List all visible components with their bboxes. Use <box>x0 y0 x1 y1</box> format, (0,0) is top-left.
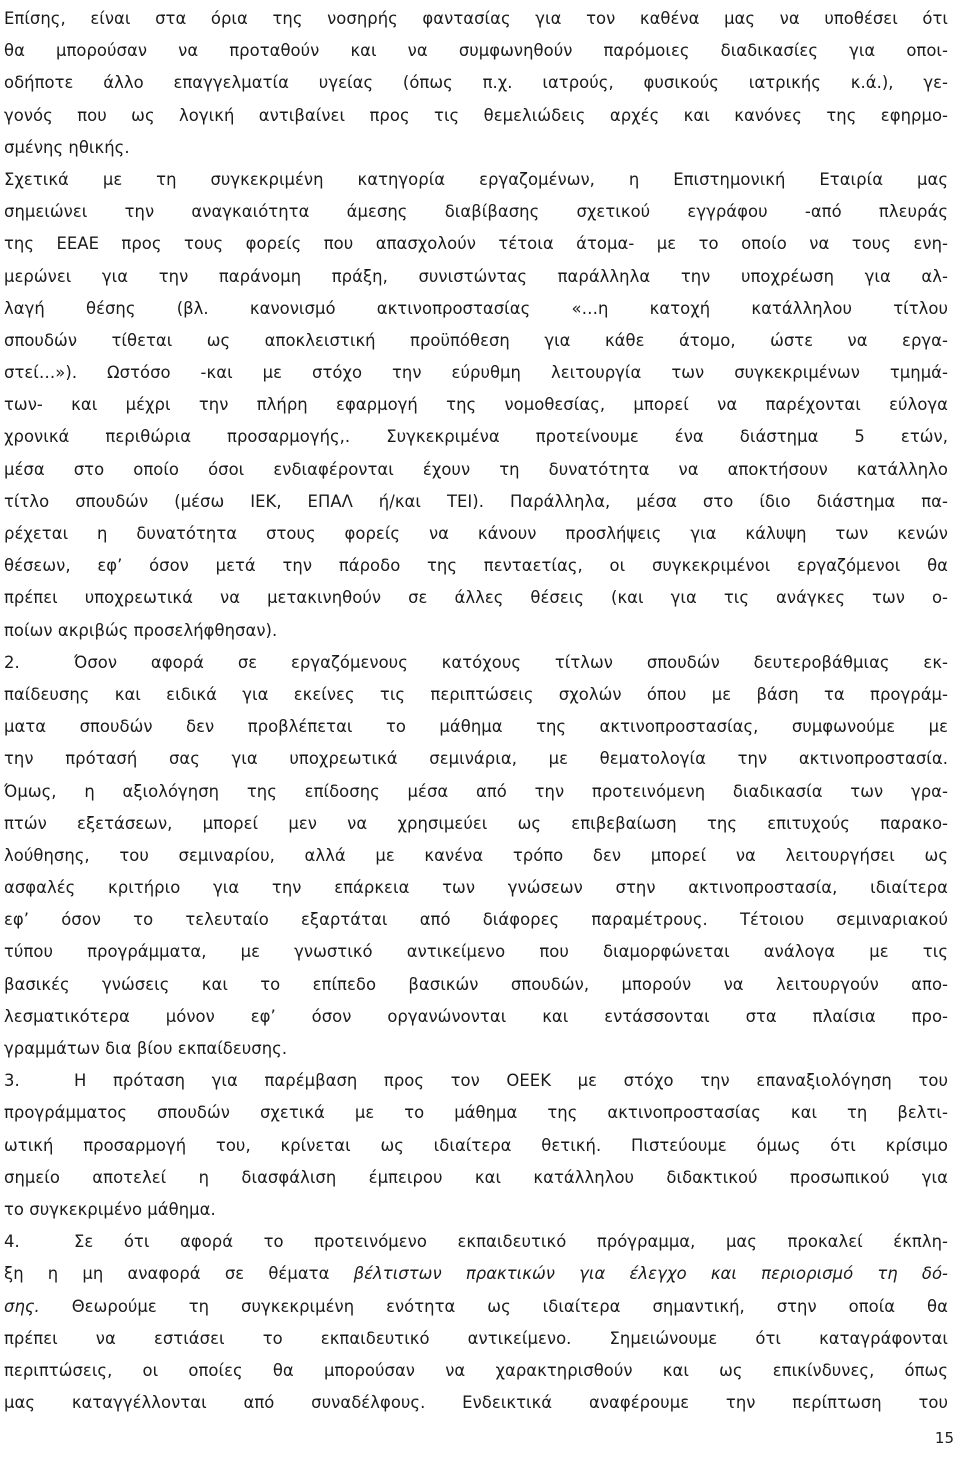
text-line: το συγκεκριμένο μάθημα. <box>4 1199 216 1219</box>
text-line: Σε ότι αφορά το προτεινόμενο εκπαιδευτικό πρόγραμμα, μας προκαλεί έκπλη- <box>74 1232 948 1252</box>
text-line: σημειώνει την αναγκαιότητα άμεσης διαβίβασης σχετικού εγγράφου -από πλευράς <box>4 202 948 222</box>
item-number: 4. <box>4 1232 20 1252</box>
text-line: ωτική προσαρμογή του, κρίνεται ως ιδιαίτερα θετική. Πιστεύουμε όμως ότι κρίσιμο <box>4 1135 948 1155</box>
text-line: μας καταγγέλλονται από συναδέλφους. Ενδεικτικά αναφέρουμε την περίπτωση του <box>4 1393 948 1413</box>
text-line: λούθησης, του σεμιναρίου, αλλά με κανένα τρόπο δεν μπορεί να λειτουργήσει ως <box>4 845 948 865</box>
body-text <box>4 3 948 1419</box>
text-line: οδήποτε άλλο επαγγελματία υγείας (όπως π.χ. ιατρούς, φυσικούς ιατρικής κ.ά.), γε- <box>4 73 948 93</box>
text-line: βασικές γνώσεις και το επίπεδο βασικών σπουδών, μπορούν να λειτουργούν απο- <box>4 974 948 994</box>
text-line: σμένης ηθικής. <box>4 137 130 157</box>
text-line: λαγή θέσης (βλ. κανονισμό ακτινοπροστασίας «…η κατοχή κατάλληλου τίτλου <box>4 298 948 318</box>
text-line: τύπου προγράμματα, με γνωστικό αντικείμενο που διαμορφώνεται ανάλογα με τις <box>4 942 948 962</box>
text-line: πρέπει να εστιάσει το εκπαιδευτικό αντικείμενο. Σημειώνουμε ότι καταγράφονται <box>4 1328 948 1348</box>
text-line-mixed <box>4 1291 948 1323</box>
text-line: ματα σπουδών δεν προβλέπεται το μάθημα της ακτινοπροστασίας, συμφωνούμε με <box>4 717 948 737</box>
text-line: την πρότασή σας για υποχρεωτικά σεμινάρια, με θεματολογία την ακτινοπροστασία. <box>4 749 948 769</box>
text-line: Η πρόταση για παρέμβαση προς τον ΟΕΕΚ με στόχο την επαναξιολόγηση του <box>74 1071 948 1091</box>
text-line: Σχετικά με τη συγκεκριμένη κατηγορία εργαζομένων, η Επιστημονική Εταιρία μας <box>4 169 948 189</box>
text-line: περιπτώσεις, οι οποίες θα μπορούσαν να χαρακτηρισθούν και ως επικίνδυνες, όπως <box>4 1360 948 1380</box>
text-line: χρονικά περιθώρια προσαρμογής,. Συγκεκριμένα προτείνουμε ένα διάστημα 5 ετών, <box>4 427 948 447</box>
text-line: πρέπει υποχρεωτικά να μετακινηθούν σε άλλες θέσεις (και για τις ανάγκες των ο- <box>4 588 948 608</box>
text-line: Όμως, η αξιολόγηση της επίδοσης μέσα από την προτεινόμενη διαδικασία των γρα- <box>4 781 948 801</box>
text-line: γραμμάτων δια βίου εκπαίδευσης. <box>4 1039 288 1058</box>
text-line: μέσα στο οποίο όσοι ενδιαφέρονται έχουν τη δυνατότητα να αποκτήσουν κατάλληλο <box>4 459 948 479</box>
text-line: της ΕΕΑΕ προς τους φορείς που απασχολούν τέτοια άτομα- με το οποίο να τους ενη- <box>4 234 948 254</box>
text-line: Επίσης, είναι στα όρια της νοσηρής φαντασίας για τον καθένα μας να υποθέσει ότι <box>4 9 948 28</box>
text-line: σπουδών τίθεται ως αποκλειστική προϋπόθεση για κάθε άτομο, ώστε να εργα- <box>4 330 948 350</box>
italic-text-run: σης. <box>4 1296 40 1316</box>
text-line: τίτλο σπουδών (μέσω ΙΕΚ, ΕΠΑΛ ή/και ΤΕΙ). Παράλληλα, μέσα στο ίδιο διάστημα πα- <box>4 491 948 511</box>
text-line: των- και μέχρι την πλήρη εφαρμογή της νομοθεσίας, μπορεί να παρέχονται εύλογα <box>4 395 948 415</box>
numbered-line <box>4 1226 948 1258</box>
text-line: ποίων ακριβώς προσελήφθησαν). <box>4 620 278 640</box>
text-line: σημείο αποτελεί η διασφάλιση έμπειρου και κατάλληλου διδακτικού προσωπικού για <box>4 1167 948 1187</box>
text-line: προγράμματος σπουδών σχετικά με το μάθημα της ακτινοπροστασίας και τη βελτι- <box>4 1103 948 1123</box>
text-line: εφ’ όσον το τελευταίο εξαρτάται από διάφορες παραμέτρους. Τέτοιου σεμιναριακού <box>4 910 948 930</box>
text-line: θα μπορούσαν να προταθούν και να συμφωνηθούν παρόμοιες διαδικασίες για οποι- <box>4 41 948 61</box>
page-number: 15 <box>934 1429 954 1447</box>
text-line: στεί…»). Ωστόσο -και με στόχο την εύρυθμη λειτουργία των συγκεκριμένων τμημά- <box>4 363 948 383</box>
numbered-line <box>4 647 948 679</box>
item-number: 2. <box>4 652 20 672</box>
text-line: θέσεων, εφ’ όσον μετά την πάροδο της πενταετίας, οι συγκεκριμένοι εργαζόμενοι θα <box>4 556 948 576</box>
text-line: γονός που ως λογική αντιβαίνει προς τις θεμελιώδεις αρχές και κανόνες της εφηρμο- <box>4 105 948 125</box>
text-line-mixed <box>4 1258 948 1290</box>
text-line: ασφαλές κριτήριο για την επάρκεια των γνώσεων στην ακτινοπροστασία, ιδιαίτερα <box>4 878 948 898</box>
numbered-line <box>4 1065 948 1097</box>
italic-text-run: βέλτιστων πρακτικών για έλεγχο και περιορισμό τη δό- <box>353 1264 948 1284</box>
text-line: πτών εξετάσεων, μπορεί μεν να χρησιμεύει ως επιβεβαίωση της επιτυχούς παρακο- <box>4 813 948 833</box>
item-number: 3. <box>4 1071 20 1091</box>
text-run: ξη η μη αναφορά σε θέματα <box>4 1264 354 1284</box>
text-run: Θεωρούμε τη συγκεκριμένη ενότητα ως ιδιαίτερα σημαντική, στην οποία θα <box>39 1296 948 1316</box>
text-line: λεσματικότερα μόνον εφ’ όσον οργανώνονται και εντάσσονται στα πλαίσια προ- <box>4 1006 948 1026</box>
text-line: ρέχεται η δυνατότητα στους φορείς να κάνουν προσλήψεις για κάλυψη των κενών <box>4 524 948 543</box>
text-line: Όσον αφορά σε εργαζόμενους κατόχους τίτλων σπουδών δευτεροβάθμιας εκ- <box>74 652 948 672</box>
text-line: παίδευσης και ειδικά για εκείνες τις περιπτώσεις σχολών όπου με βάση τα προγράμ- <box>4 684 948 704</box>
text-line: μερώνει για την παράνομη πράξη, συνιστώντας παράλληλα την υποχρέωση για αλ- <box>4 266 948 286</box>
